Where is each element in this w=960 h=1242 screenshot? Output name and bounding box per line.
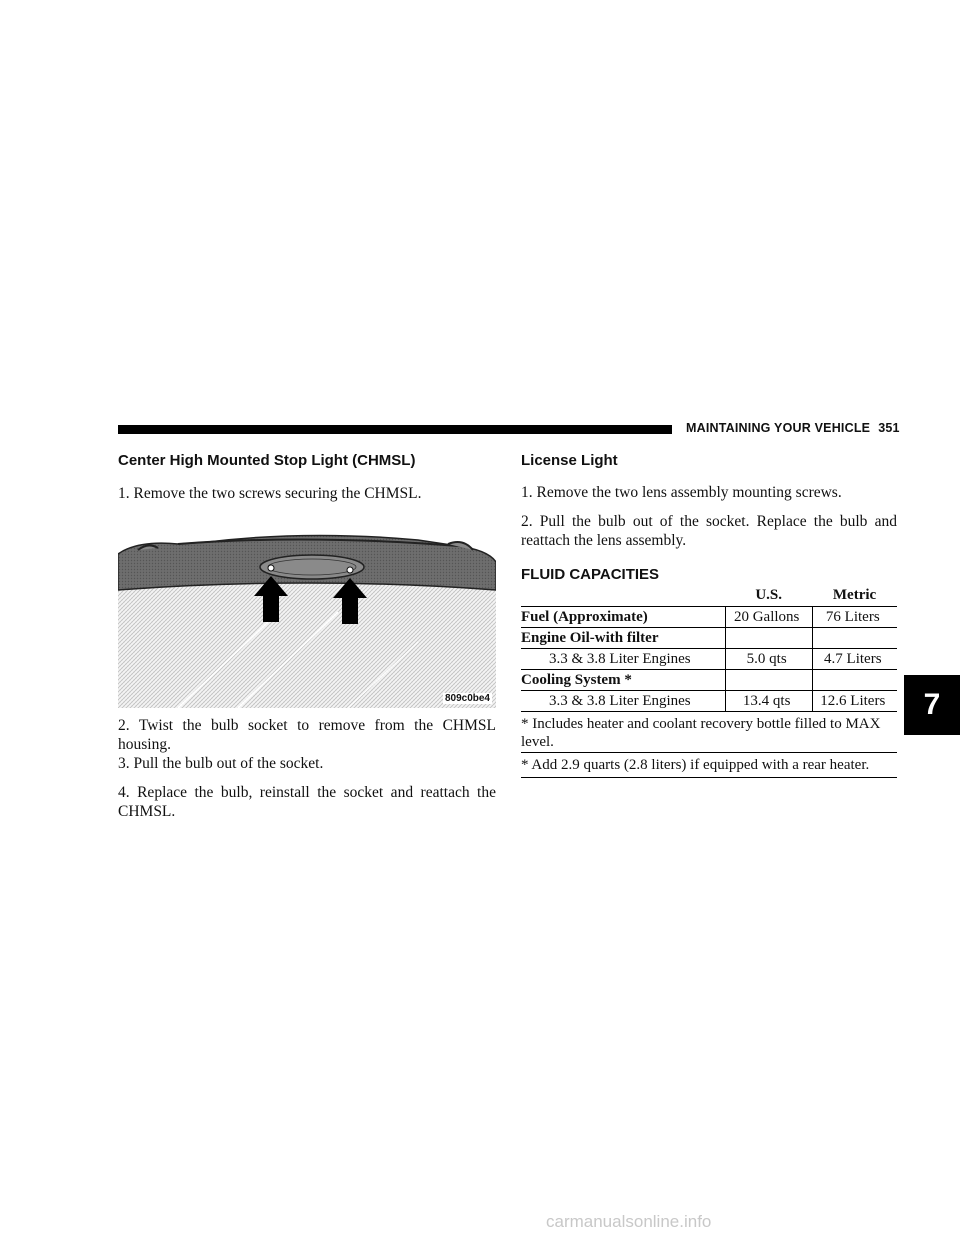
table-row [521, 670, 897, 691]
row-metric-value [812, 628, 897, 649]
row-us-value: 5.0 qts [725, 649, 812, 670]
fluid-capacities-table [521, 586, 897, 778]
chapter-tab: 7 [904, 675, 960, 735]
chmsl-step-1: 1. Remove the two screws securing the CHMSL. [118, 485, 422, 502]
license-light-step-2: 2. Pull the bulb out of the socket. Replace the bulb and reattach the lens assembly. [521, 513, 897, 549]
chmsl-heading: Center High Mounted Stop Light (CHMSL) [118, 452, 416, 469]
table-row [521, 691, 897, 712]
row-label: 3.3 & 3.8 Liter Engines [521, 691, 725, 712]
chmsl-illustration [118, 532, 496, 708]
watermark: carmanualsonline.info [546, 1212, 712, 1231]
row-label: Cooling System * [521, 670, 725, 691]
table-row [521, 607, 897, 628]
license-light-step-1: 1. Remove the two lens assembly mounting screws. [521, 484, 842, 501]
section-title: MAINTAINING YOUR VEHICLE [686, 421, 871, 435]
running-header [686, 421, 900, 435]
table-note-row [521, 712, 897, 753]
table-note-row [521, 753, 897, 778]
note-rear-heater: * Add 2.9 quarts (2.8 liters) if equipped with a rear heater. [521, 753, 897, 778]
row-metric-value: 4.7 Liters [812, 649, 897, 670]
row-label: Engine Oil-with filter [521, 628, 725, 649]
row-us-value [725, 628, 812, 649]
row-metric-value: 76 Liters [812, 607, 897, 628]
license-light-heading: License Light [521, 452, 618, 469]
row-us-value [725, 670, 812, 691]
table-row [521, 628, 897, 649]
chmsl-step-3: 3. Pull the bulb out of the socket. [118, 755, 324, 772]
row-label: 3.3 & 3.8 Liter Engines [521, 649, 725, 670]
col-metric: Metric [832, 587, 877, 603]
page-number: 351 [878, 421, 900, 435]
chmsl-steps [118, 716, 496, 821]
table-row [521, 649, 897, 670]
row-label: Fuel (Approximate) [521, 607, 725, 628]
chmsl-figure [118, 532, 496, 708]
fluid-capacities-heading: FLUID CAPACITIES [521, 566, 660, 583]
figure-code: 809c0be4 [444, 693, 490, 704]
header-rule [118, 425, 672, 434]
row-metric-value [812, 670, 897, 691]
chmsl-step-2: 2. Twist the bulb socket to remove from the CHMSL housing. [118, 717, 496, 753]
row-us-value: 20 Gallons [725, 607, 812, 628]
chmsl-step-4: 4. Replace the bulb, reinstall the socket and reattach the CHMSL. [118, 784, 496, 820]
col-us: U.S. [755, 587, 782, 603]
chmsl-section [118, 452, 496, 503]
row-us-value: 13.4 qts [725, 691, 812, 712]
table-header-row [521, 586, 897, 607]
license-light-section [521, 452, 897, 583]
note-heater-coolant: * Includes heater and coolant recovery bottle filled to MAX level. [521, 712, 897, 753]
row-metric-value: 12.6 Liters [812, 691, 897, 712]
